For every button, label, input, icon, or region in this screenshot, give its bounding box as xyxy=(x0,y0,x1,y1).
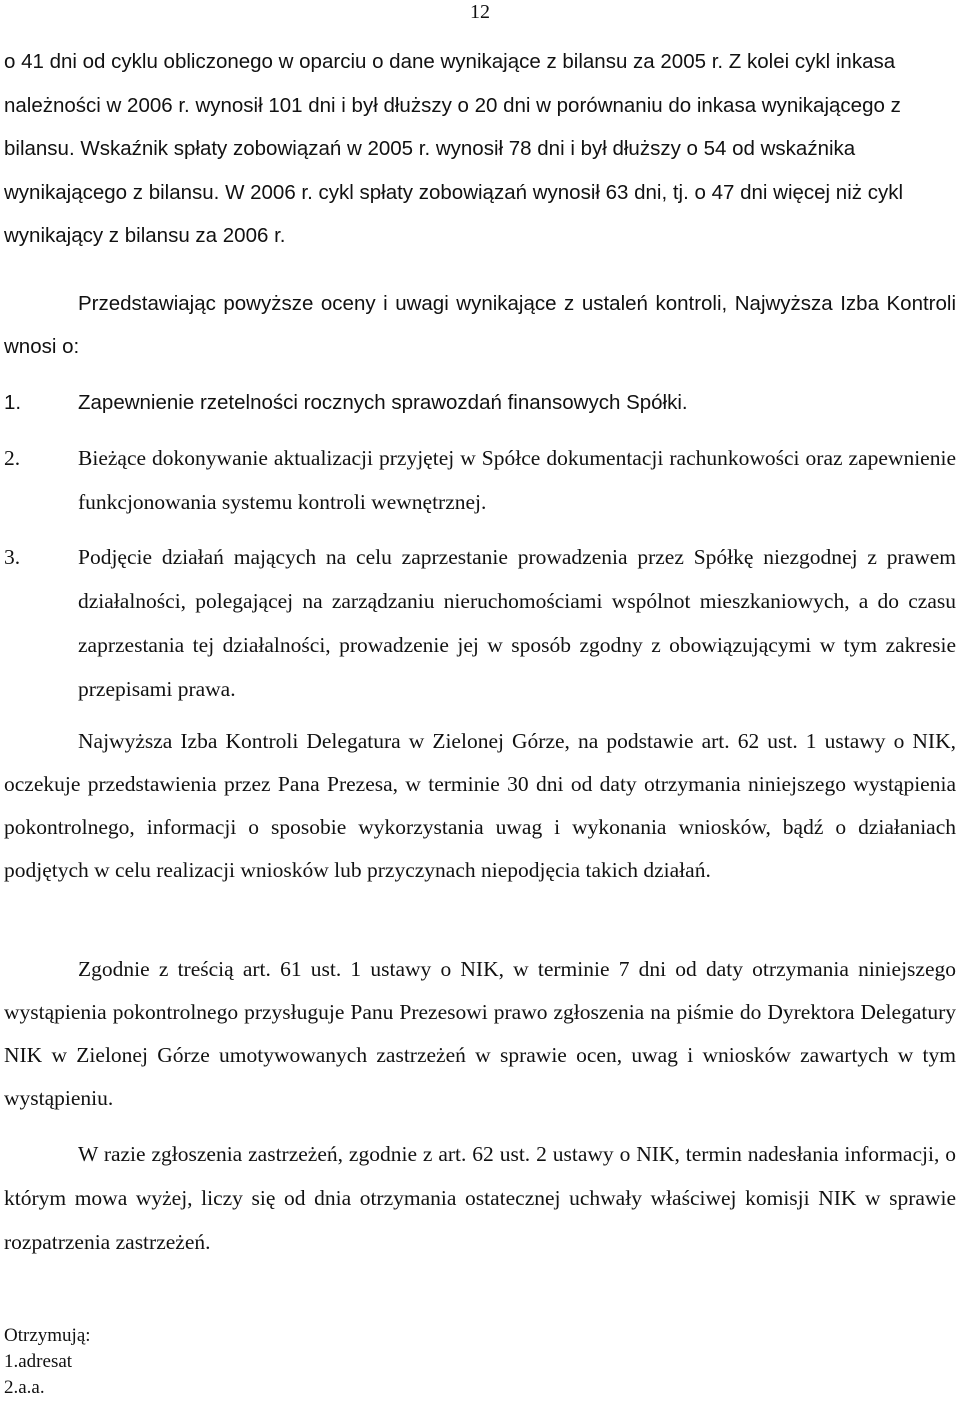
page-number: 12 xyxy=(470,1,490,23)
paragraph-expectations: Najwyższa Izba Kontroli Delegatura w Zielonej Górze, na podstawie art. 62 ust. 1 ustawy o NIK, oczekuje przedstawienia przez Pana Prezesa, w terminie 30 dni od daty otrzymania niniejszego wystąpienia pokontrolnego, informacji o sposobie wykorzystania uwag i wykonania wniosków, bądź o działaniach podjętych w celu realizacji wniosków lub przyczynach niepodjęcia takich działań. xyxy=(4,729,956,882)
paragraph-deadline-note: W razie zgłoszenia zastrzeżeń, zgodnie z art. 62 ust. 2 ustawy o NIK, termin nadesłania informacji, o którym mowa wyżej, liczy się od dnia otrzymania ostatecznej uchwały właściwej komisji NIK w sprawie rozpatrzenia zastrzeżeń. xyxy=(4,1142,956,1254)
list-item-2 xyxy=(4,436,956,524)
list-item-text: Bieżące dokonywanie aktualizacji przyjętej w Spółce dokumentacji rachunkowości oraz zapewnienie funkcjonowania systemu kontroli wewnętrznej. xyxy=(78,446,956,514)
paragraph-objections-right: Zgodnie z treścią art. 61 ust. 1 ustawy o NIK, w terminie 7 dni od daty otrzymania niniejszego wystąpienia pokontrolnego przysługuje Panu Prezesowi prawo zgłoszenia na piśmie do Dyrektora Delegatury NIK w Zielonej Górze umotywowanych zastrzeżeń w sprawie ocen, uwag i wniosków zawartych w tym wystąpieniu. xyxy=(4,957,956,1110)
list-item-text: Zapewnienie rzetelności rocznych sprawozdań finansowych Spółki. xyxy=(78,391,688,414)
list-item-1 xyxy=(4,381,956,424)
recipient-item: 2.a.a. xyxy=(4,1377,45,1398)
paragraph-cycle-analysis: o 41 dni od cyklu obliczonego w oparciu o dane wynikające z bilansu za 2005 r. Z kolei cykl inkasa należności w 2006 r. wynosił 101 dni i był dłuższy o 20 dni w porównaniu do inkasa wynikającego z bilansu. Wskaźnik spłaty zobowiązań w 2005 r. wynosił 78 dni i był dłuższy o 54 od wskaźnika wynikającego z bilansu. W 2006 r. cykl spłaty zobowiązań wynosił 63 dni, tj. o 47 dni więcej niż cykl wynikający z bilansu za 2006 r. xyxy=(4,50,904,247)
list-item-number: 1. xyxy=(4,391,22,414)
recipients-heading: Otrzymują: xyxy=(4,1325,91,1346)
list-item-number: 3. xyxy=(4,545,21,569)
list-item-3 xyxy=(4,535,956,711)
recipients-block xyxy=(4,1323,91,1401)
list-item-number: 2. xyxy=(4,446,21,470)
list-item-text: Podjęcie działań mających na celu zaprzestanie prowadzenia przez Spółkę niezgodnej z prawem działalności, polegającej na zarządzaniu nieruchomościami wspólnot mieszkaniowych, a do czasu zaprzestania tej działalności, prowadzenie jej w sposób zgodny z obowiązującymi w tym zakresie przepisami prawa. xyxy=(78,545,956,701)
paragraph-motions-intro: Przedstawiając powyższe oceny i uwagi wynikające z ustaleń kontroli, Najwyższa Izba Kontroli wnosi o: xyxy=(4,292,956,358)
recipient-item: 1.adresat xyxy=(4,1351,73,1372)
